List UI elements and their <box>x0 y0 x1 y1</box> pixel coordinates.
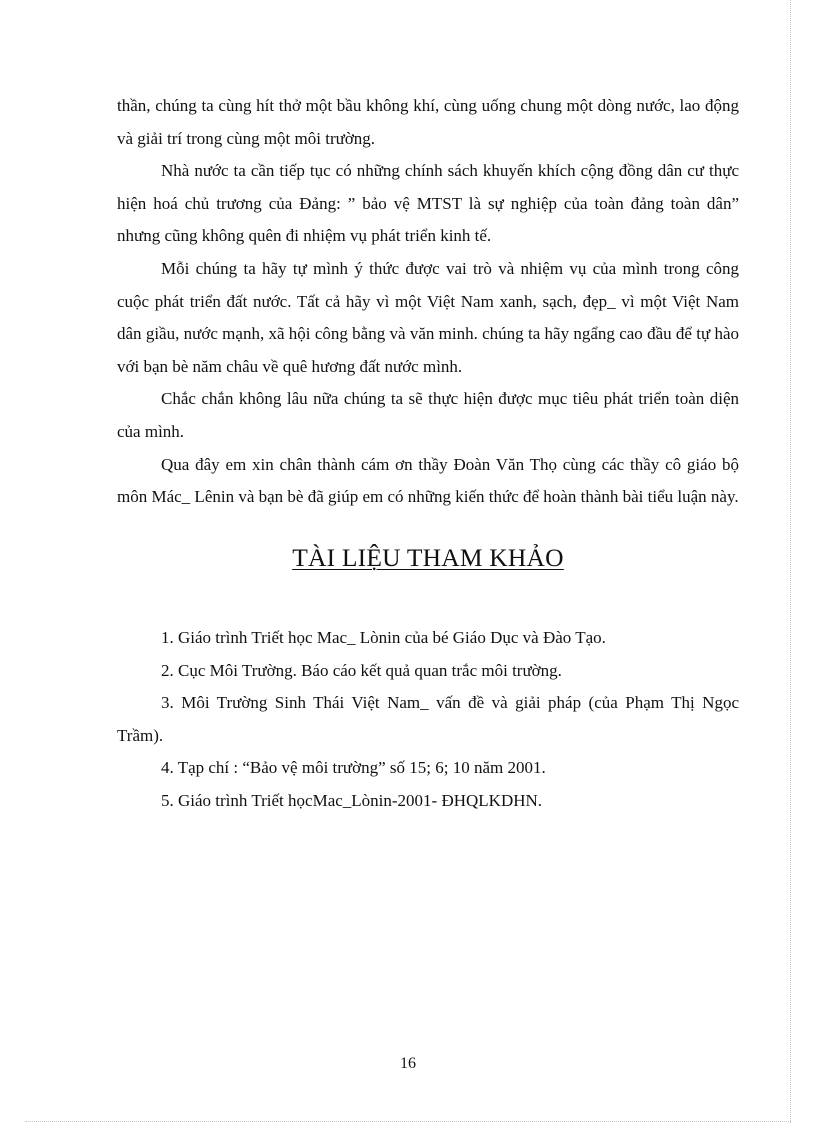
references-list <box>117 622 739 818</box>
page-border-right <box>790 0 791 1123</box>
reference-item: 4. Tạp chí : “Bảo vệ môi trường” số 15; 6; 10 năm 2001. <box>161 758 546 778</box>
paragraph: Chắc chắn không lâu nữa chúng ta sẽ thực hiện được mục tiêu phát triển toàn diện của mình. <box>117 389 739 441</box>
references-title: TÀI LIỆU THAM KHẢO <box>292 543 564 572</box>
body-text <box>117 90 739 514</box>
reference-item: 5. Giáo trình Triết họcMac_Lònin-2001- ĐHQLKDHN. <box>161 790 543 810</box>
page-border-bottom <box>25 1121 791 1122</box>
paragraph: Mỗi chúng ta hãy tự mình ý thức được vai trò và nhiệm vụ của mình trong công cuộc phát triển đất nước. Tất cả hãy vì một Việt Nam xanh, sạch, đẹp_ vì một Việt Nam dân giầu, nước mạnh, xã hội công bằng và văn minh. chúng ta hãy ngẩng cao đầu để tự hào với bạn bè năm châu về quê hương đất nước mình. <box>117 258 739 376</box>
reference-item: 2. Cục Môi Trường. Báo cáo kết quả quan trắc môi trường. <box>161 660 562 680</box>
reference-item: 1. Giáo trình Triết học Mac_ Lònin của bé Giáo Dục và Đào Tạo. <box>161 628 606 647</box>
paragraph: Nhà nước ta cần tiếp tục có những chính sách khuyến khích cộng đồng dân cư thực hiện hoá chủ trương của Đảng: ” bảo vệ MTST là sự nghiệp của toàn đảng toàn dân” nhưng cũng không quên đi nhiệm vụ phát triển kinh tế. <box>117 161 739 246</box>
paragraph: thần, chúng ta cùng hít thở một bầu không khí, cùng uống chung một dòng nước, lao động và giải trí trong cùng một môi trường. <box>117 96 739 148</box>
reference-item: 3. Môi Trường Sinh Thái Việt Nam_ vấn đề và giải pháp (của Phạm Thị Ngọc Trầm). <box>117 693 739 745</box>
paragraph: Qua đây em xin chân thành cám ơn thầy Đoàn Văn Thọ cùng các thầy cô giáo bộ môn Mác_ Lênin và bạn bè đã giúp em có những kiến thức để hoàn thành bài tiểu luận này. <box>117 454 739 507</box>
page-number: 16 <box>400 1055 416 1072</box>
